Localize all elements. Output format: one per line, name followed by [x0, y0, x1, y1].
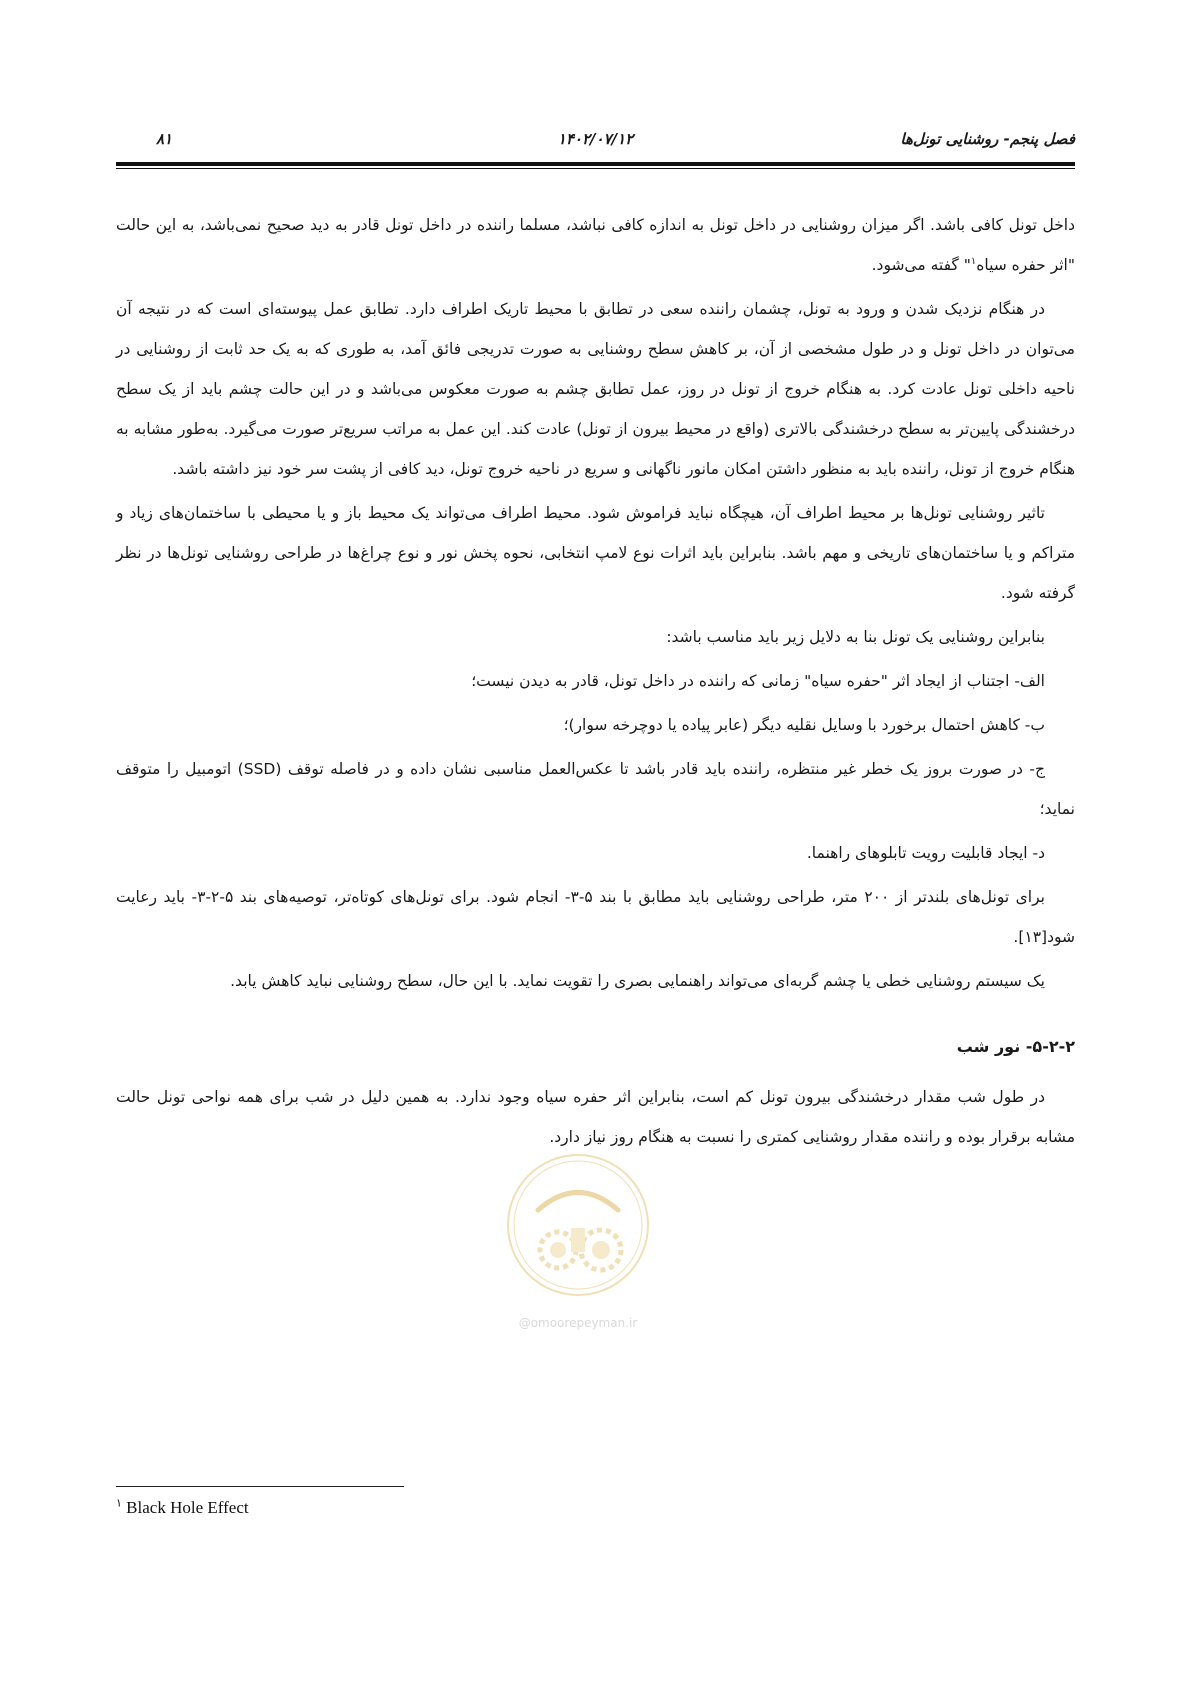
watermark-seal-icon [503, 1150, 653, 1310]
header-rule-thick [116, 162, 1075, 166]
list-item-d: د- ایجاد قابلیت رویت تابلوهای راهنما. [806, 844, 1045, 862]
paragraph-3: تاثیر روشنایی تونل‌ها بر محیط اطراف آن، هیچگاه نباید فراموش شود. محیط اطراف می‌تواند یک محیط باز و یا محیطی با ساختمان‌های زیاد و متراکم و یا ساختمان‌های تاریخی و مهم باشد. بنابراین باید اثرات نوع لامپ انتخابی، نحوه پخش نور و نوع چراغ‌ها در طراحی روشنایی تونل‌ها در نظر گرفته شود. [116, 504, 1075, 602]
footnote-separator [116, 1486, 404, 1487]
header-date: ۱۴۰۲/۰۷/۱۲ [557, 130, 634, 148]
paragraph-4: بنابراین روشنایی یک تونل بنا به دلایل زیر باید مناسب باشد: [666, 628, 1045, 646]
paragraph-2: در هنگام نزدیک شدن و ورود به تونل، چشمان راننده سعی در تطابق با محیط تاریک اطراف دارد. تطابق عمل پیوسته‌ای است که در نتیجه آن می‌توان در داخل تونل و در طول مشخصی از آن، بر کاهش سطح روشنایی به صورت تدریجی فائق آمد، به طوری که به یک حد ثابت از روشنایی در ناحیه داخلی تونل عادت کرد. به هنگام خروج از تونل در روز، عمل تطابق چشم به صورت معکوس می‌باشد و در این حالت چشم باید از یک سطح درخشندگی پایین‌تر به سطح درخشندگی بالاتری (واقع در محیط بیرون از تونل) عادت کند. این عمل به مراتب سریع‌تر صورت می‌گیرد. به‌طور مشابه به هنگام خروج از تونل، راننده باید به منظور داشتن امکان مانور ناگهانی و سریع در ناحیه خروج تونل، دید کافی از پشت سر خود نیز داشته باشد. [116, 300, 1075, 478]
chapter-title: فصل پنجم- روشنایی تونل‌ها [900, 130, 1075, 148]
paragraph-7: در طول شب مقدار درخشندگی بیرون تونل کم است، بنابراین اثر حفره سیاه وجود ندارد. به همین دلیل در شب برای همه نواحی تونل حالت مشابه برقرار بوده و راننده مقدار روشنایی کمتری را نسبت به هنگام روز نیاز دارد. [116, 1088, 1075, 1146]
body-text [116, 205, 1075, 1161]
paragraph-1-text: داخل تونل کافی باشد. اگر میزان روشنایی در داخل تونل به اندازه کافی نباشد، مسلما راننده در داخل تونل قادر به دید صحیح نمی‌باشد، به این حالت "اثر حفره سیاه [116, 216, 1075, 274]
section-heading: ۵-۲-۲- نور شب [956, 1037, 1075, 1056]
paragraph-6: یک سیستم روشنایی خطی یا چشم گربه‌ای می‌تواند راهنمایی بصری را تقویت نماید. با این حال، سطح روشنایی نباید کاهش یابد. [230, 972, 1045, 990]
paragraph-1 [116, 205, 1075, 285]
list-item-a: الف- اجتناب از ایجاد اثر "حفره سیاه" زمانی که راننده در داخل تونل، قادر به دیدن نیست؛ [471, 672, 1045, 690]
footnote-text: Black Hole Effect [126, 1498, 249, 1517]
paragraph-1-tail: " گفته می‌شود. [871, 256, 971, 274]
page-number: ۸۱ [156, 130, 173, 148]
header-rule-thin [116, 168, 1075, 169]
footnote-ref: ۱ [970, 255, 977, 267]
watermark-logo [503, 1150, 653, 1330]
page-header [116, 128, 1075, 158]
footnote [116, 1498, 249, 1518]
watermark-caption: @omoorepeyman.ir [518, 1316, 638, 1330]
footnote-marker: ۱ [116, 1497, 122, 1510]
list-item-c: ج- در صورت بروز یک خطر غیر منتظره، راننده باید قادر باشد تا عکس‌العمل مناسبی نشان داده و در فاصله توقف (SSD) اتومبیل را متوقف نماید؛ [116, 760, 1075, 818]
list-item-b: ب- کاهش احتمال برخورد با وسایل نقلیه دیگر (عابر پیاده یا دوچرخه سوار)؛ [563, 716, 1045, 734]
paragraph-5: برای تونل‌های بلندتر از ۲۰۰ متر، طراحی روشنایی باید مطابق با بند ۵-۳- انجام شود. برای تونل‌های کوتاه‌تر، توصیه‌های بند ۵-۲-۳- باید رعایت شود[۱۳]. [116, 888, 1075, 946]
